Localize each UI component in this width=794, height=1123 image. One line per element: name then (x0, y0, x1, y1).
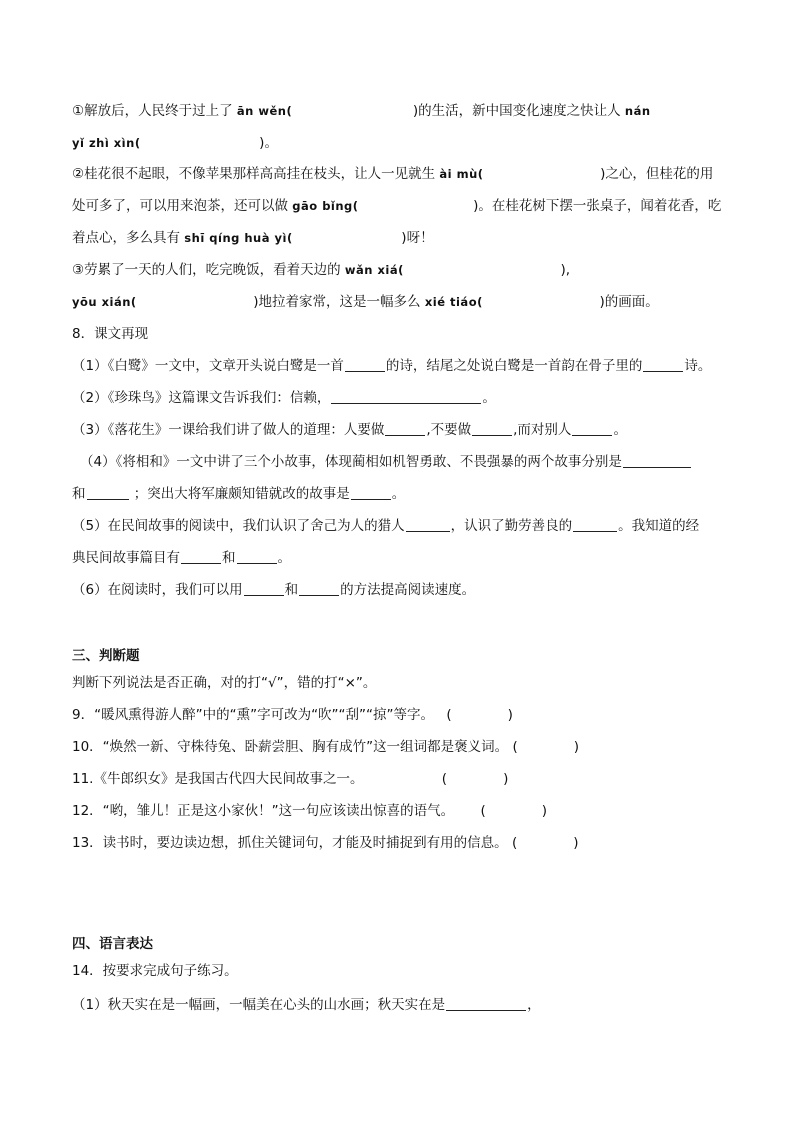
q8-text: ,不要做 (426, 422, 472, 438)
fill-blank[interactable] (573, 517, 617, 532)
section-title-judgement: 三、判断题 (72, 648, 140, 664)
pinyin-wan-xia: wǎn xiá( (344, 263, 404, 277)
q7-item2-line3 (72, 228, 734, 248)
q8-text: 诗。 (684, 358, 712, 374)
q7-item3-line2 (72, 292, 734, 312)
question-text: 11.《牛郎织女》是我国古代四大民间故事之一。 (72, 771, 364, 787)
q8-text: 。 (277, 550, 291, 566)
q14-text: （1）秋天实在是一幅画，一幅美在心头的山水画；秋天实在是 (72, 997, 446, 1013)
pinyin-shi-qing-hua-yi: shī qíng huà yì( (184, 231, 293, 245)
question-text: 12．“哟，雏儿！正是这小家伙！”这一句应该读出惊喜的语气。 (72, 803, 455, 819)
q8-part1 (72, 356, 734, 376)
judgement-q13 (72, 833, 734, 853)
q7-item3-line1 (72, 260, 734, 280)
fill-blank[interactable] (331, 389, 481, 404)
q14-text: ， (527, 997, 541, 1013)
q8-text: 。 (391, 486, 406, 502)
answer-paren-close: ) (573, 835, 579, 851)
pinyin-ai-mu: ài mù( (439, 167, 484, 181)
q8-part3 (72, 420, 734, 440)
answer-paren-close: ) (503, 771, 509, 787)
judgement-q10 (72, 737, 734, 757)
q8-text: 和 (72, 486, 86, 502)
pinyin-yi-zhi-xin: yǐ zhì xìn( (72, 136, 141, 150)
q8-text: 。我知道的经 (618, 518, 700, 534)
judgement-q11 (72, 769, 734, 789)
q8-part5 (72, 516, 734, 536)
answer-paren-open: ( (441, 771, 448, 787)
q7-item1-text-c: )。 (259, 135, 278, 151)
fill-blank[interactable] (237, 549, 277, 564)
q8-text: ；突出大将军廉颇知错就改的故事是 (133, 486, 350, 502)
q8-text: （4）《将相和》一文中讲了三个小故事，体现蔺相如机智勇敢、不畏强暴的两个故事分别是 (80, 454, 622, 470)
q8-text: 和 (222, 550, 236, 566)
q8-part5-cont (72, 548, 734, 568)
q8-text: 和 (284, 582, 299, 598)
q8-part6 (72, 580, 734, 600)
q7-item3-text-c: )地拉着家常，这是一幅多么 (253, 294, 421, 310)
answer-paren-close: ) (573, 739, 580, 755)
question-text: 10．“焕然一新、守株待兔、卧薪尝胆、胸有成竹”这一组词都是褒义词。 (72, 739, 509, 755)
q8-text: （6）在阅读时，我们可以用 (72, 582, 243, 598)
q7-item1-line2 (72, 133, 734, 153)
q7-item2-text-d: )。在桂花树下摆一张桌子，闻着花香，吃 (473, 198, 722, 214)
q7-item2-line1 (72, 164, 734, 184)
q7-item1-text-b: )的生活，新中国变化速度之快让人 (412, 103, 621, 119)
q8-text: 。 (613, 422, 627, 438)
judgement-instruction: 判断下列说法是否正确，对的打“√”，错的打“×”。 (72, 675, 377, 691)
pinyin-you-xian: yōu xián( (72, 295, 137, 309)
q7-item1-line1 (72, 101, 734, 121)
question-text: 9．“暖风熏得游人醉”中的“熏”字可改为“吹”“刮”“掠”等字。 (72, 707, 435, 723)
section-title-language: 四、语言表达 (72, 936, 153, 952)
judgement-q12 (72, 801, 734, 821)
answer-paren-open: ( (480, 803, 486, 819)
answer-paren-open: ( (512, 739, 518, 755)
q8-text: ，认识了勤劳善良的 (450, 518, 573, 534)
q8-part4-cont (72, 484, 734, 504)
q8-text: 。 (482, 390, 496, 406)
q7-item3-text-b: ), (560, 262, 571, 278)
q8-text: （2）《珍珠鸟》这篇课文告诉我们：信赖， (72, 390, 331, 406)
fill-blank[interactable] (623, 453, 691, 468)
pinyin-an-wen: ān wěn( (236, 104, 293, 118)
fill-blank[interactable] (472, 421, 512, 436)
q8-part2 (72, 388, 734, 408)
q7-item3-text-d: )的画面。 (599, 294, 659, 310)
q8-text: 的诗，结尾之处说白鹭是一首韵在骨子里的 (385, 358, 643, 374)
fill-blank[interactable] (87, 485, 129, 500)
fill-blank[interactable] (351, 485, 391, 500)
q8-text: 典民间故事篇目有 (72, 550, 180, 566)
fill-blank[interactable] (299, 581, 339, 596)
q7-item2-text: ②桂花很不起眼，不像苹果那样高高挂在枝头，让人一见就生 (72, 166, 436, 182)
q8-text: （1）《白鹭》一文中，文章开头说白鹭是一首 (72, 358, 344, 374)
q8-text: （5）在民间故事的阅读中，我们认识了舍己为人的猎人 (72, 518, 405, 534)
q7-item2-line2 (72, 196, 734, 216)
q14-part1 (72, 995, 734, 1015)
fill-blank[interactable] (406, 517, 450, 532)
q14-title: 14．按要求完成句子练习。 (72, 963, 238, 979)
judgement-q9 (72, 705, 734, 725)
q8-text: （3）《落花生》一课给我们讲了做人的道理：人要做 (72, 422, 385, 438)
q8-text: 的方法提高阅读速度。 (340, 582, 476, 598)
q8-text: ,而对别人 (513, 422, 572, 438)
q7-item2-text-f: )呀！ (401, 230, 434, 246)
question-text: 13．读书时，要边读边想，抓住关键词句，才能及时捕捉到有用的信息。 (72, 835, 508, 851)
fill-blank[interactable] (643, 357, 683, 372)
q8-title: 8．课文再现 (72, 326, 149, 342)
pinyin-gao-bing: gāo bǐng( (292, 199, 359, 213)
pinyin-xie-tiao: xié tiáo( (424, 295, 483, 309)
q7-item1-text: ①解放后，人民终于过上了 (72, 103, 233, 119)
fill-blank[interactable] (385, 421, 425, 436)
q8-part4 (80, 452, 734, 472)
fill-blank[interactable] (181, 549, 221, 564)
fill-blank[interactable] (572, 421, 612, 436)
q7-item2-text-c: 处可多了，可以用来泡茶，还可以做 (72, 198, 288, 214)
answer-paren-close: ) (507, 707, 513, 723)
answer-paren-open: ( (511, 835, 518, 851)
answer-paren-close: ) (541, 803, 548, 819)
answer-paren-open: ( (446, 707, 452, 723)
pinyin-nan: nán (624, 104, 651, 118)
fill-blank[interactable] (446, 996, 526, 1011)
fill-blank[interactable] (244, 581, 284, 596)
q7-item2-text-b: )之心，但桂花的用 (600, 166, 714, 182)
q7-item2-text-e: 着点心，多么具有 (72, 230, 180, 246)
fill-blank[interactable] (345, 357, 385, 372)
q7-item3-text: ③劳累了一天的人们，吃完晚饭，看着天边的 (72, 262, 341, 278)
